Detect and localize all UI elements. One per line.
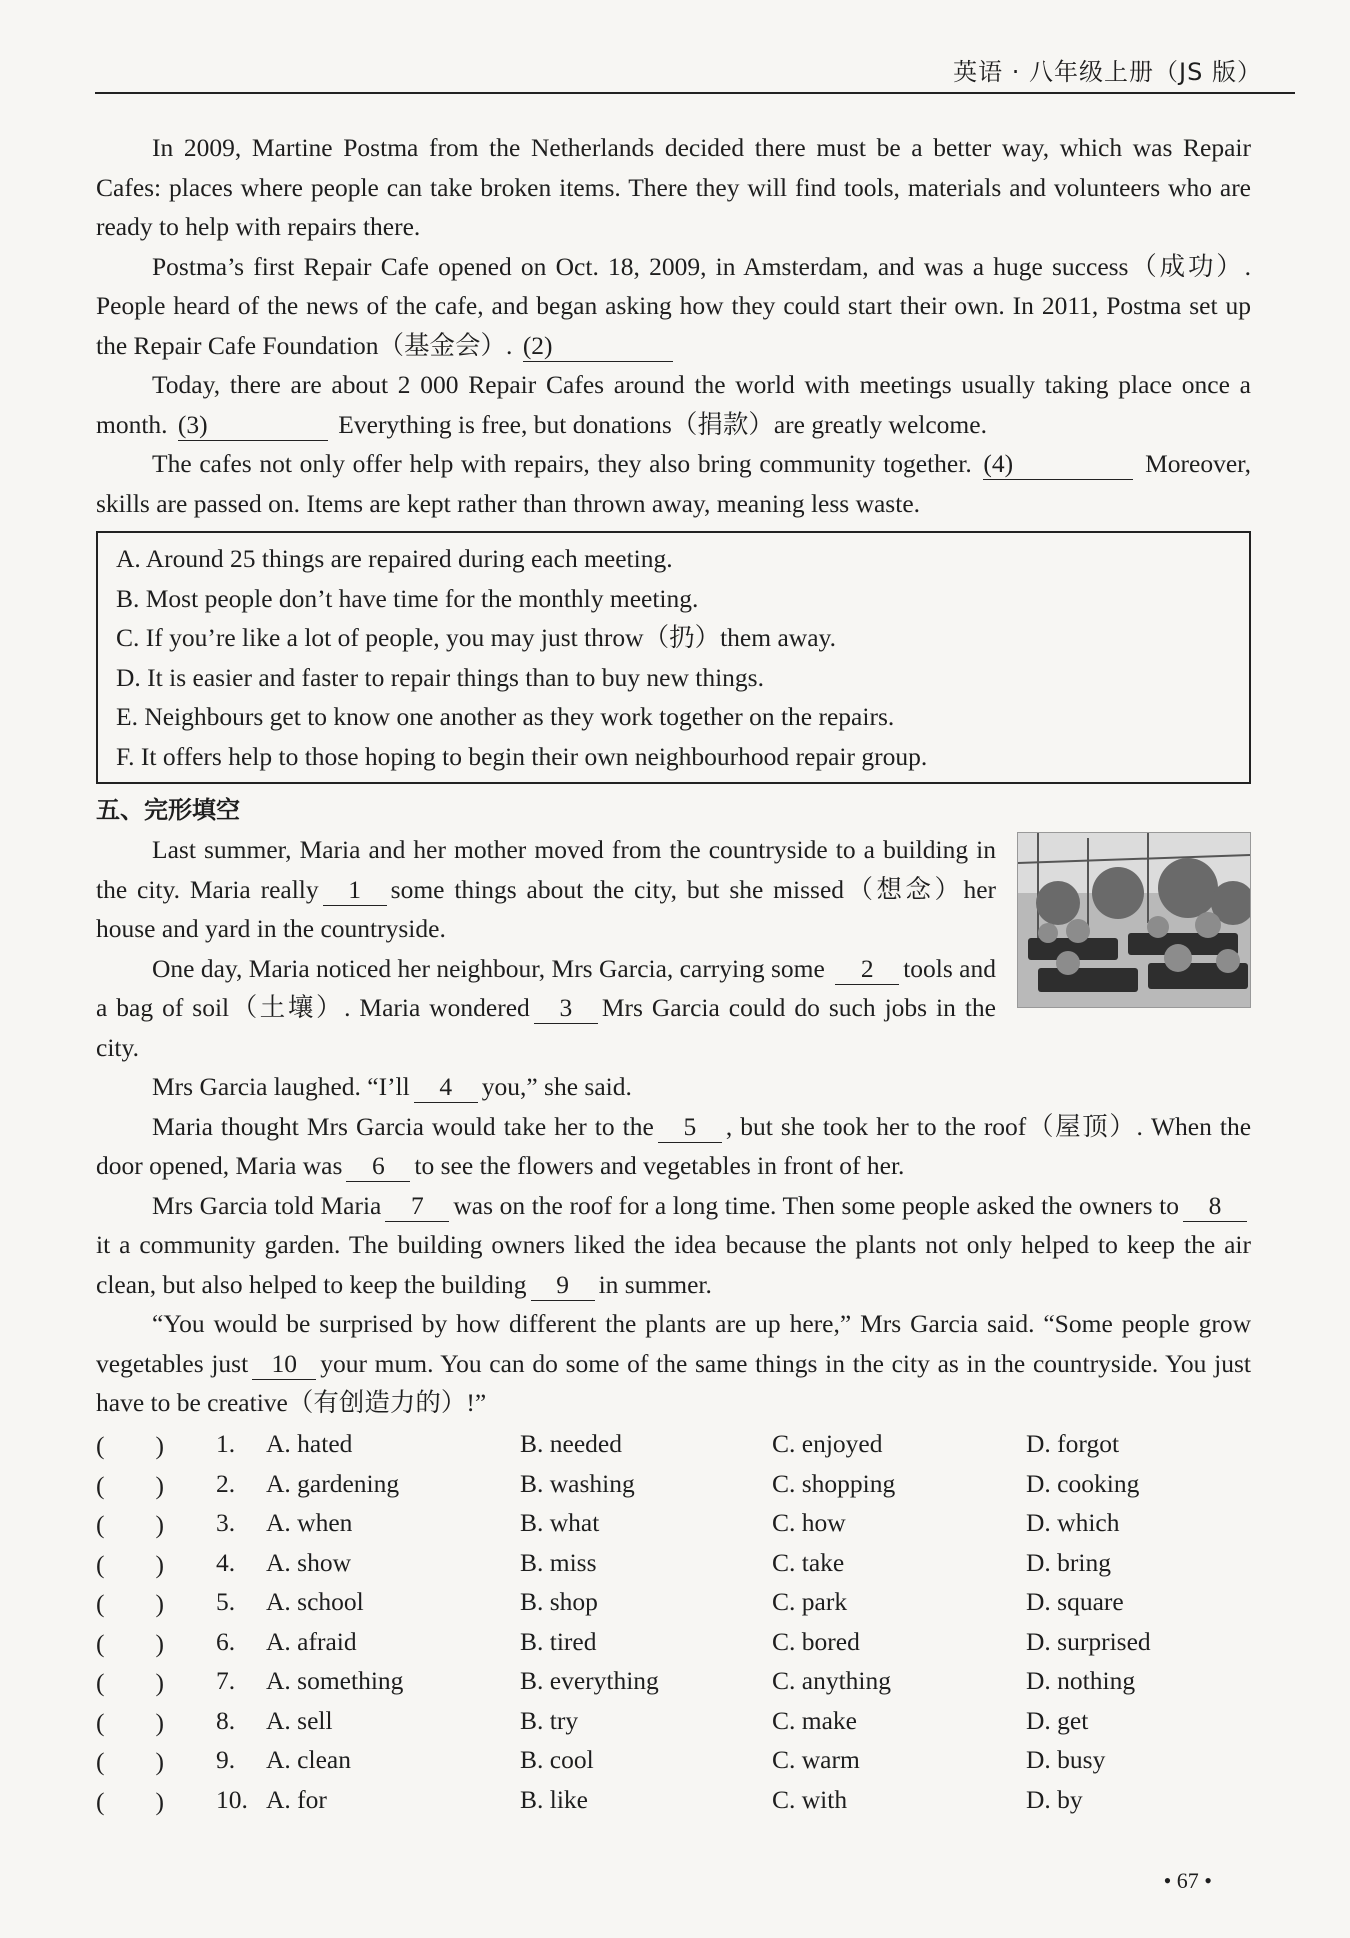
cloze-text: “You would be surprised by how different the plants are up here,” Mrs Garcia said. “Some people grow vegetables just — [96, 1309, 1251, 1378]
cloze-paragraph-6 — [96, 1304, 1251, 1423]
choice-b[interactable]: B. shop — [520, 1587, 598, 1617]
question-number: 2. — [216, 1468, 236, 1498]
cloze-blank-5[interactable]: 5 — [658, 1112, 722, 1143]
question-row — [96, 1504, 1246, 1544]
option-f: F. It offers help to those hoping to begin their own neighbourhood repair group. — [116, 741, 928, 771]
reading-paragraph-2 — [96, 247, 1251, 366]
cloze-text: , but she took her to the roof（屋顶）. When the door opened, Maria was — [96, 1111, 1252, 1180]
cloze-text: Mrs Garcia could do such jobs in the city. — [96, 993, 996, 1062]
answer-parentheses[interactable]: ( ) — [96, 1786, 164, 1816]
question-row — [96, 1464, 1246, 1504]
cloze-blank-1[interactable]: 1 — [323, 875, 387, 906]
cloze-paragraph-4 — [96, 1107, 1251, 1186]
choice-a[interactable]: A. for — [266, 1784, 327, 1814]
question-number: 10. — [216, 1784, 248, 1814]
cloze-text: to see the flowers and vegetables in front of her. — [414, 1151, 905, 1180]
cloze-blank-3[interactable]: 3 — [534, 993, 598, 1024]
question-number: 3. — [216, 1508, 236, 1538]
choice-d[interactable]: D. which — [1026, 1508, 1120, 1538]
cloze-paragraph-1 — [96, 830, 996, 949]
multiple-choice-table — [96, 1425, 1246, 1820]
choice-d[interactable]: D. square — [1026, 1587, 1124, 1617]
choice-c[interactable]: C. take — [772, 1547, 845, 1577]
reading-paragraph-3-text: Today, there are about 2 000 Repair Cafes around the world with meetings usually taking place once a month. — [96, 370, 1251, 439]
answer-blank-3[interactable]: (3) — [178, 410, 328, 441]
question-row — [96, 1583, 1246, 1623]
choice-a[interactable]: A. gardening — [266, 1468, 400, 1498]
question-row — [96, 1622, 1246, 1662]
option-c: C. If you’re like a lot of people, you may just throw（扔）them away. — [116, 623, 836, 652]
cloze-text: was on the roof for a long time. Then some people asked the owners to — [453, 1190, 1179, 1220]
answer-parentheses[interactable]: ( ) — [96, 1668, 164, 1698]
cloze-paragraph-2 — [96, 949, 996, 1068]
cloze-blank-8[interactable]: 8 — [1183, 1191, 1247, 1222]
cloze-blank-2[interactable]: 2 — [835, 954, 899, 985]
page-number: • 67 • — [1163, 1868, 1212, 1893]
question-row — [96, 1662, 1246, 1702]
choice-b[interactable]: B. miss — [520, 1547, 597, 1577]
cloze-text: One day, Maria noticed her neighbour, Mrs Garcia, carrying some — [152, 953, 825, 983]
cloze-text: Mrs Garcia laughed. “I’ll — [152, 1072, 410, 1101]
choice-d[interactable]: D. get — [1026, 1705, 1089, 1735]
cloze-text: Last summer, Maria and her mother moved from the countryside to a building in the city. Maria really — [96, 835, 996, 904]
question-row — [96, 1425, 1246, 1465]
cloze-blank-6[interactable]: 6 — [346, 1151, 410, 1182]
reading-paragraph-4-text: The cafes not only offer help with repairs, they also bring community together. — [152, 449, 972, 478]
cloze-blank-9[interactable]: 9 — [531, 1270, 595, 1301]
choice-d[interactable]: D. bring — [1026, 1547, 1111, 1577]
question-number: 4. — [216, 1547, 236, 1577]
reading-paragraph-3 — [96, 365, 1251, 444]
choice-d[interactable]: D. cooking — [1026, 1468, 1140, 1498]
question-row — [96, 1543, 1246, 1583]
question-number: 8. — [216, 1705, 236, 1735]
answer-parentheses[interactable]: ( ) — [96, 1431, 164, 1461]
cloze-text: your mum. You can do some of the same things in the city as in the countryside. You just have to be creative（有创造力的）!” — [96, 1348, 1251, 1417]
answer-parentheses[interactable]: ( ) — [96, 1470, 164, 1500]
option-a: A. Around 25 things are repaired during each meeting. — [116, 544, 673, 573]
choice-c[interactable]: C. how — [772, 1508, 846, 1538]
reading-paragraph-2-text: Postma’s first Repair Cafe opened on Oct. 18, 2009, in Amsterdam, and was a huge success（成功）. People heard of the news of the cafe, and began asking how they could start their own. In 2011, Postma set up the Repair Cafe Foundation（基金会）. — [96, 251, 1251, 360]
cloze-blank-4[interactable]: 4 — [414, 1072, 478, 1103]
cloze-passage — [96, 830, 1251, 1423]
option-b: B. Most people don’t have time for the monthly meeting. — [116, 583, 699, 613]
reading-paragraph-3-text-end: Everything is free, but donations（捐款）are greatly welcome. — [338, 409, 987, 439]
cloze-text: it a community garden. The building owners liked the idea because the plants not only helped to keep the air clean, but also helped to keep the building — [96, 1230, 1251, 1299]
choice-a[interactable]: A. something — [266, 1666, 404, 1696]
question-number: 1. — [216, 1429, 236, 1459]
options-box — [96, 531, 1251, 784]
cloze-paragraph-5 — [96, 1186, 1251, 1305]
choice-a[interactable]: A. sell — [266, 1705, 333, 1735]
choice-b[interactable]: B. what — [520, 1508, 600, 1538]
question-number: 6. — [216, 1626, 236, 1656]
option-d: D. It is easier and faster to repair things than to buy new things. — [116, 662, 764, 692]
header-divider — [95, 92, 1295, 94]
cloze-blank-10[interactable]: 10 — [252, 1349, 316, 1380]
answer-parentheses[interactable]: ( ) — [96, 1747, 164, 1777]
question-row — [96, 1741, 1246, 1781]
choice-d[interactable]: D. busy — [1026, 1745, 1106, 1775]
choice-b[interactable]: B. like — [520, 1784, 588, 1814]
cloze-text: Maria thought Mrs Garcia would take her to the — [152, 1111, 654, 1141]
reading-paragraph-4 — [96, 444, 1251, 523]
choice-c[interactable]: C. with — [772, 1784, 848, 1814]
choice-c[interactable]: C. make — [772, 1705, 857, 1735]
choice-b[interactable]: B. try — [520, 1705, 579, 1735]
answer-blank-4[interactable]: (4) — [983, 449, 1133, 480]
choice-a[interactable]: A. show — [266, 1547, 352, 1577]
choice-c[interactable]: C. park — [772, 1587, 848, 1617]
rooftop-garden-photo — [1017, 832, 1251, 1008]
answer-parentheses[interactable]: ( ) — [96, 1549, 164, 1579]
section-heading-cloze: 五、完形填空 — [96, 796, 240, 824]
option-e: E. Neighbours get to know one another as they work together on the repairs. — [116, 702, 895, 731]
choice-a[interactable]: A. afraid — [266, 1626, 357, 1656]
question-number: 9. — [216, 1745, 236, 1775]
choice-c[interactable]: C. enjoyed — [772, 1429, 883, 1459]
cloze-text: some things about the city, but she missed（想念）her house and yard in the countryside. — [96, 874, 997, 943]
reading-paragraph-1: In 2009, Martine Postma from the Netherlands decided there must be a better way, which was Repair Cafes: places where people can take broken items. There they will find tools, materials and volunteers who are ready to help with repairs there. — [96, 133, 1251, 241]
answer-parentheses[interactable]: ( ) — [96, 1510, 164, 1540]
choice-c[interactable]: C. shopping — [772, 1468, 896, 1498]
cloze-paragraph-3 — [96, 1067, 1251, 1107]
question-row — [96, 1780, 1246, 1820]
cloze-text: in summer. — [598, 1269, 712, 1299]
choice-a[interactable]: A. school — [266, 1587, 364, 1617]
choice-c[interactable]: C. anything — [772, 1666, 891, 1696]
choice-b[interactable]: B. everything — [520, 1666, 659, 1696]
cloze-text: you,” she said. — [481, 1072, 632, 1101]
choice-a[interactable]: A. hated — [266, 1429, 353, 1459]
choice-c[interactable]: C. bored — [772, 1626, 860, 1656]
choice-a[interactable]: A. when — [266, 1508, 353, 1538]
question-row — [96, 1701, 1246, 1741]
answer-parentheses[interactable]: ( ) — [96, 1589, 164, 1619]
question-number: 5. — [216, 1587, 236, 1617]
answer-blank-2[interactable]: (2) — [523, 331, 673, 362]
question-number: 7. — [216, 1666, 236, 1696]
cloze-text: Mrs Garcia told Maria — [152, 1190, 382, 1220]
choice-b[interactable]: B. washing — [520, 1468, 635, 1498]
page-content — [96, 128, 1251, 1820]
choice-d[interactable]: D. nothing — [1026, 1666, 1136, 1696]
choice-d[interactable]: D. surprised — [1026, 1626, 1151, 1656]
reading-paragraph-4-text-end: Moreover, skills are passed on. Items are kept rather than thrown away, meaning less waste. — [96, 449, 1251, 518]
choice-a[interactable]: A. clean — [266, 1745, 351, 1775]
answer-parentheses[interactable]: ( ) — [96, 1628, 164, 1658]
choice-d[interactable]: D. by — [1026, 1784, 1083, 1814]
choice-b[interactable]: B. cool — [520, 1745, 594, 1775]
header-title: 英语 · 八年级上册（JS 版） — [953, 58, 1262, 86]
choice-b[interactable]: B. needed — [520, 1429, 622, 1459]
choice-d[interactable]: D. forgot — [1026, 1429, 1120, 1459]
cloze-text: tools and a bag of soil（土壤）. Maria wondered — [96, 953, 997, 1022]
answer-parentheses[interactable]: ( ) — [96, 1707, 164, 1737]
cloze-blank-7[interactable]: 7 — [385, 1191, 449, 1222]
choice-b[interactable]: B. tired — [520, 1626, 597, 1656]
choice-c[interactable]: C. warm — [772, 1745, 860, 1775]
